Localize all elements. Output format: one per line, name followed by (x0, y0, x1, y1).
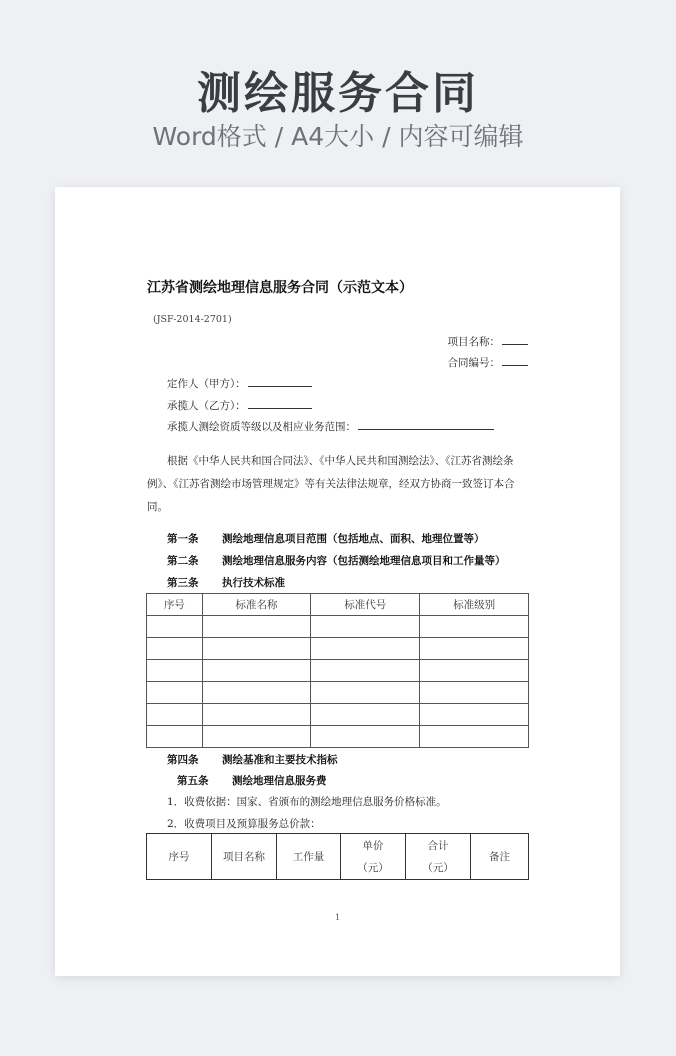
contract-no-label: 合同编号： (447, 357, 500, 369)
article-1-text: 测绘地理信息项目范围（包括地点、面积、地理位置等） (222, 533, 485, 545)
fee-basis-item: 1．收费依据：国家、省颁布的测绘地理信息服务价格标准。 (167, 796, 447, 808)
fee-table-header (147, 834, 529, 880)
table-cell[interactable] (147, 704, 203, 726)
contract-no-blank[interactable] (502, 354, 528, 366)
article-3 (167, 575, 285, 590)
banner-subtitle: Word格式 / A4大小 / 内容可编辑 (152, 122, 524, 151)
table-cell[interactable] (311, 682, 420, 704)
fee-col-project-name: 项目名称 (212, 834, 277, 880)
table-cell[interactable] (420, 638, 529, 660)
col-header-standard-code: 标准代号 (311, 594, 420, 616)
table-cell[interactable] (202, 660, 311, 682)
qualification-line (167, 418, 494, 434)
table-row (147, 638, 529, 660)
party-b-blank[interactable] (248, 397, 312, 409)
table-cell[interactable] (147, 682, 203, 704)
article-5-num: 第五条 (177, 775, 209, 787)
table-cell[interactable] (420, 616, 529, 638)
intro-paragraph (147, 450, 529, 519)
table-cell[interactable] (311, 616, 420, 638)
party-a-line (167, 375, 312, 391)
table-cell[interactable] (420, 660, 529, 682)
col-header-standard-level: 标准级别 (420, 594, 529, 616)
table-row (147, 616, 529, 638)
table-cell[interactable] (420, 726, 529, 748)
table-cell[interactable] (202, 616, 311, 638)
article-3-text: 执行技术标准 (222, 577, 285, 589)
document-title: 江苏省测绘地理信息服务合同（示范文本） (147, 280, 413, 296)
table-row (147, 682, 529, 704)
article-4 (167, 752, 338, 767)
fee-items-item: 2．收费项目及预算服务总价款： (167, 818, 321, 830)
article-5-text: 测绘地理信息服务费 (232, 775, 327, 787)
article-4-text: 测绘基准和主要技术指标 (222, 754, 338, 766)
table-cell[interactable] (147, 616, 203, 638)
table-row (147, 660, 529, 682)
project-name-blank[interactable] (502, 333, 528, 345)
article-2-num: 第二条 (167, 555, 199, 567)
party-a-blank[interactable] (248, 375, 312, 387)
project-name-line (448, 333, 529, 349)
intro-paragraph-text: 根据《中华人民共和国合同法》、《中华人民共和国测绘法》、《江苏省测绘条例》、《江苏省测绘市场管理规定》等有关法律法规章，经双方协商一致签订本合同。 (147, 455, 515, 513)
article-5 (177, 773, 327, 788)
table-cell[interactable] (420, 682, 529, 704)
article-4-num: 第四条 (167, 754, 199, 766)
fee-col-index: 序号 (147, 834, 212, 880)
party-a-label: 定作人（甲方）： (167, 378, 246, 390)
party-b-line (167, 397, 312, 413)
fee-col-remark: 备注 (471, 834, 529, 880)
table-cell[interactable] (202, 638, 311, 660)
table-cell[interactable] (202, 726, 311, 748)
fee-table (146, 833, 529, 880)
fee-col-unit-price: 单价 （元） (341, 834, 406, 880)
table-cell[interactable] (311, 704, 420, 726)
banner-title: 测绘服务合同 (197, 68, 479, 119)
standards-table (146, 593, 529, 748)
table-cell[interactable] (202, 682, 311, 704)
table-cell[interactable] (147, 660, 203, 682)
article-1-num: 第一条 (167, 533, 199, 545)
document-page (55, 187, 620, 976)
article-3-num: 第三条 (167, 577, 199, 589)
col-header-index: 序号 (147, 594, 203, 616)
table-cell[interactable] (202, 704, 311, 726)
table-cell[interactable] (311, 660, 420, 682)
table-row (147, 726, 529, 748)
page-number: 1 (334, 913, 341, 922)
qualification-blank[interactable] (358, 418, 494, 430)
qualification-label: 承揽人测绘资质等级以及相应业务范围： (167, 421, 356, 433)
standards-table-header (147, 594, 529, 616)
article-2-text: 测绘地理信息服务内容（包括测绘地理信息项目和工作量等） (222, 555, 506, 567)
article-2 (167, 553, 506, 568)
party-b-label: 承揽人（乙方）： (167, 400, 246, 412)
col-header-standard-name: 标准名称 (202, 594, 311, 616)
table-cell[interactable] (147, 726, 203, 748)
project-name-label: 项目名称： (447, 336, 500, 348)
table-row (147, 704, 529, 726)
table-cell[interactable] (147, 638, 203, 660)
fee-col-workload: 工作量 (277, 834, 341, 880)
contract-no-line (448, 354, 529, 370)
document-code: (JSF-2014-2701) (153, 314, 232, 325)
fee-col-total: 合计 （元） (406, 834, 471, 880)
table-cell[interactable] (311, 638, 420, 660)
table-cell[interactable] (420, 704, 529, 726)
table-cell[interactable] (311, 726, 420, 748)
article-1 (167, 531, 485, 546)
